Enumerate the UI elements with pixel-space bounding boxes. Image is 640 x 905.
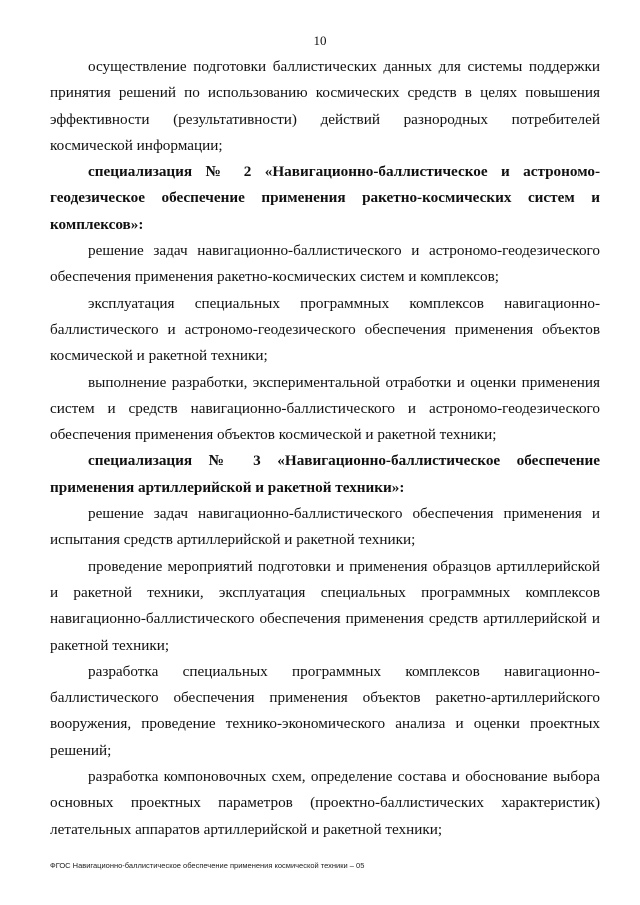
paragraph-development-testing: выполнение разработки, экспериментальной отработки и оценки применения систем и средств навигационно-баллистического и астрономо-геодезического обеспечения применения объектов космической и ракетной техники;	[50, 373, 600, 444]
specialization-3-heading-text: специализация № 3 «Навигационно-баллистическое обеспечение применения артиллерийской и ракетной техники»:	[50, 452, 600, 496]
paragraph-exploitation-complexes: эксплуатация специальных программных комплексов навигационно-баллистического и астрономо-геодезического обеспечения применения объектов космической и ракетной техники;	[50, 294, 600, 365]
specialization-3-heading	[50, 448, 600, 501]
paragraph-layout-schemes: разработка компоновочных схем, определение состава и обоснование выбора основных проектных параметров (проектно-баллистических характеристик) летательных аппаратов артиллерийской и ракетной техники;	[50, 768, 600, 838]
paragraph-software-development: разработка специальных программных комплексов навигационно-баллистического обеспечения применения объектов ракетно-артиллерийского вооружения, проведение технико-экономического анализа и оценки проектных решений;	[50, 662, 600, 759]
paragraph-tasks-artillery: решение задач навигационно-баллистического обеспечения применения и испытания средств артиллерийской и ракетной техники;	[50, 505, 600, 549]
paragraph-tasks-nb-ag: решение задач навигационно-баллистического и астрономо-геодезического обеспечения применения ракетно-космических систем и комплексов;	[50, 242, 600, 286]
paragraph-ballistic-data: осуществление подготовки баллистических данных для системы поддержки принятия решений по использованию космических средств в целях повышения эффективности (результативности) действий разнородных потребителей космической информации;	[50, 58, 600, 154]
paragraph-preparation-activities: проведение мероприятий подготовки и применения образцов артиллерийской и ракетной техники, эксплуатация специальных программных комплексов навигационно-баллистического обеспечения применения средств артиллерийской и ракетной техники;	[50, 557, 600, 654]
page-number: 10	[313, 33, 327, 48]
specialization-2-heading	[50, 159, 600, 238]
document-body	[50, 54, 600, 843]
specialization-2-heading-text: специализация № 2 «Навигационно-баллистическое и астрономо-геодезическое обеспечение применения ракетно-космических систем и комплексов»:	[50, 163, 600, 233]
page-footer: ФГОС Навигационно-баллистическое обеспечение применения космической техники – 05	[50, 861, 365, 870]
